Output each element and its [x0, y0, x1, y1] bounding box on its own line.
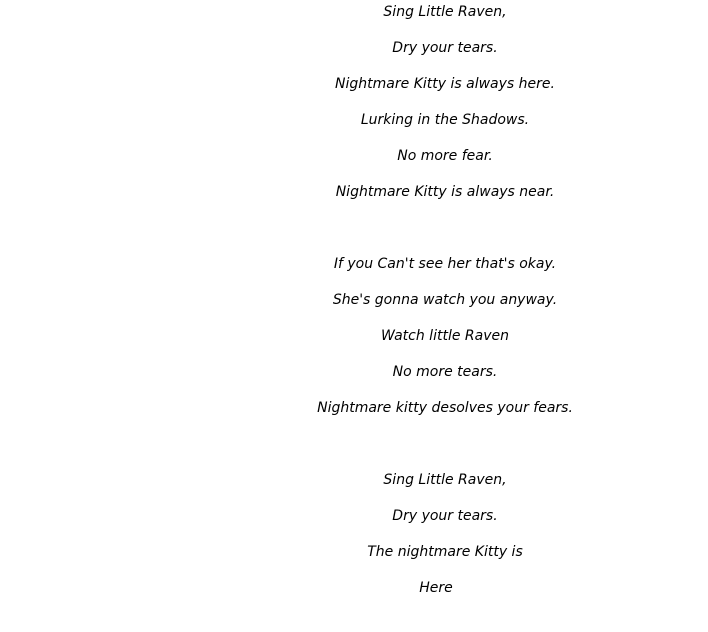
poem-line: Here — [419, 580, 453, 596]
poem-line: If you Can't see her that's okay. — [333, 256, 557, 272]
poem-line: Lurking in the Shadows. — [360, 112, 530, 128]
poem-line: No more fear. — [397, 148, 493, 164]
poem-line: No more tears. — [392, 364, 498, 380]
poem-line: Sing Little Raven, — [383, 4, 507, 20]
poem-line: Dry your tears. — [392, 40, 498, 56]
poem-line: Nightmare kitty desolves your fears. — [317, 400, 573, 416]
poem-line: Nightmare Kitty is always near. — [335, 184, 555, 200]
poem-line: She's gonna watch you anyway. — [332, 292, 558, 308]
poem-line: Nightmare Kitty is always here. — [335, 76, 555, 92]
poem-line: Sing Little Raven, — [383, 472, 507, 488]
poem-line: The nightmare Kitty is — [367, 544, 523, 560]
poem-line: Dry your tears. — [392, 508, 498, 524]
poem-line: Watch little Raven — [381, 328, 509, 344]
